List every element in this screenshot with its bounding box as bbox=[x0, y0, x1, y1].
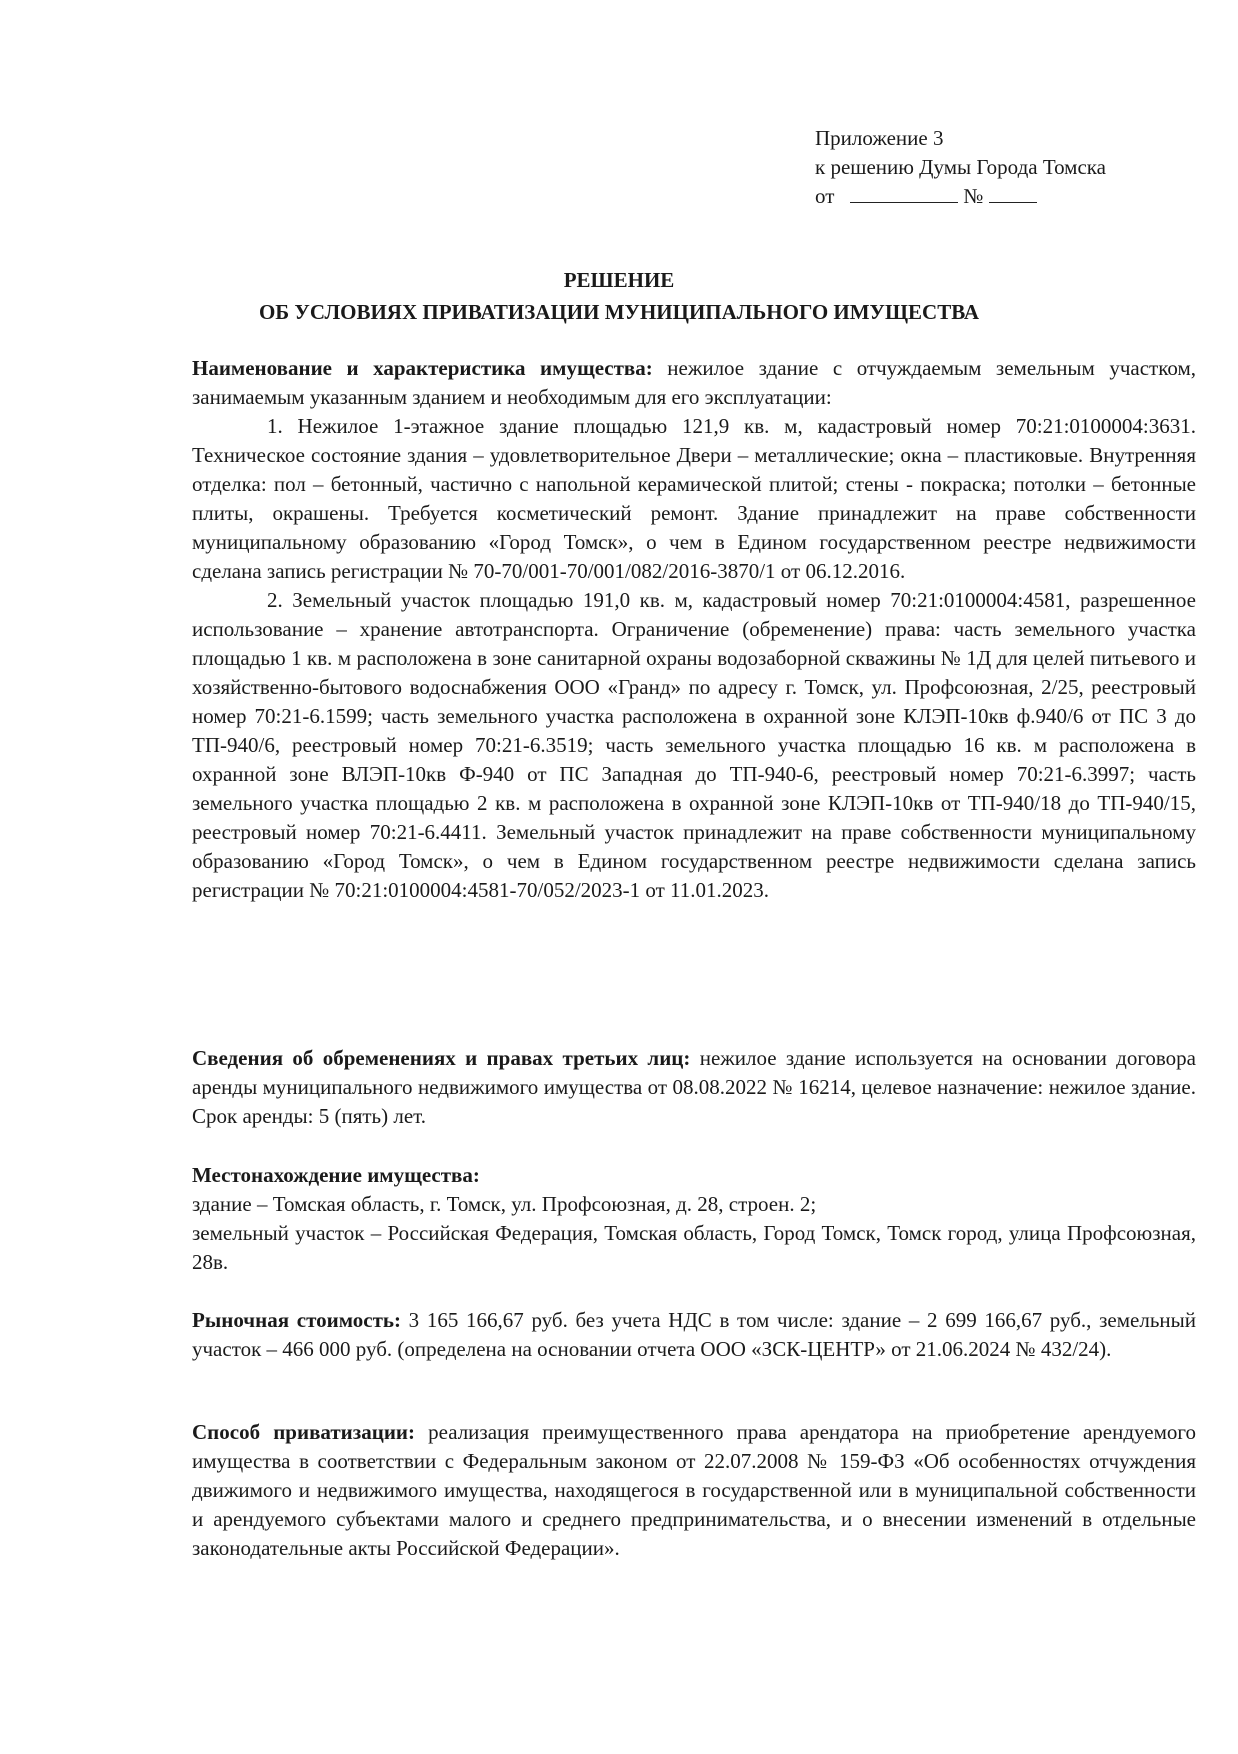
property-item-building: 1. Нежилое 1-этажное здание площадью 121,9 кв. м, кадастровый номер 70:21:0100004:3631. Техническое состояние здания – удовлетворительное Двери – металлические; окна – пластиковые. Внутренняя отделка: пол – бетонный, частично с напольной керамической плитой; стены - покраска; потолки – бетонные плиты, окрашены. Требуется косметический ремонт. Здание принадлежит на праве собственности муниципальному образованию «Город Томск», о чем в Едином государственном реестре недвижимости сделана запись регистрации № 70-70/001-70/001/082/2016-3870/1 от 06.12.2016. bbox=[192, 414, 1196, 583]
property-intro: нежилое здание с отчуждаемым земельным участком, занимаемым указанным зданием и необходимым для его эксплуатации: bbox=[192, 356, 1196, 409]
method-label: Способ приватизации: bbox=[192, 1420, 416, 1444]
market-value-text: 3 165 166,67 руб. без учета НДС в том числе: здание – 2 699 166,67 руб., земельный участок – 466 000 руб. (определена на основании отчета ООО «ЗСК-ЦЕНТР» от 21.06.2024 № 432/24). bbox=[192, 1308, 1196, 1361]
appendix-reference: к решению Думы Города Томска bbox=[815, 155, 1106, 179]
number-prefix: № bbox=[963, 184, 984, 208]
encumbrances-section bbox=[192, 1044, 1196, 1131]
date-prefix: от bbox=[815, 184, 835, 208]
encumbrances-label: Сведения об обременениях и правах третьих лиц: bbox=[192, 1046, 691, 1070]
date-blank bbox=[850, 184, 958, 203]
title-line-2: ОБ УСЛОВИЯХ ПРИВАТИЗАЦИИ МУНИЦИПАЛЬНОГО ИМУЩЕСТВА bbox=[258, 300, 980, 324]
market-value-section bbox=[192, 1306, 1196, 1364]
appendix-header bbox=[815, 124, 1106, 211]
location-label: Местонахождение имущества: bbox=[192, 1163, 480, 1187]
appendix-number: Приложение 3 bbox=[815, 126, 944, 150]
appendix-date-line bbox=[815, 182, 1106, 211]
property-section bbox=[192, 354, 1196, 905]
method-text: реализация преимущественного права арендатора на приобретение арендуемого имущества в соответствии с Федеральным законом от 22.07.2008 № 159-ФЗ «Об особенностях отчуждения движимого и недвижимого имущества, находящегося в государственной или в муниципальной собственности и арендуемого субъектами малого и среднего предпринимательства, и о внесении изменений в отдельные законодательные акты Российской Федерации». bbox=[192, 1420, 1196, 1560]
property-item-land: 2. Земельный участок площадью 191,0 кв. м, кадастровый номер 70:21:0100004:4581, разрешенное использование – хранение автотранспорта. Ограничение (обременение) права: часть земельного участка площадью 1 кв. м расположена в зоне санитарной охраны водозаборной скважины № 1Д для целей питьевого и хозяйственно-бытового водоснабжения ООО «Гранд» по адресу г. Томск, ул. Профсоюзная, 2/25, реестровый номер 70:21-6.1599; часть земельного участка расположена в охранной зоне КЛЭП-10кв ф.940/6 от ПС 3 до ТП-940/6, реестровый номер 70:21-6.3519; часть земельного участка площадью 16 кв. м расположена в охранной зоне ВЛЭП-10кв Ф-940 от ПС Западная до ТП-940-6, реестровый номер 70:21-6.3997; часть земельного участка площадью 2 кв. м расположена в охранной зоне КЛЭП-10кв от ТП-940/18 до ТП-940/15, реестровый номер 70:21-6.4411. Земельный участок принадлежит на праве собственности муниципальному образованию «Город Томск», о чем в Едином государственном реестре недвижимости сделана запись регистрации № 70:21:0100004:4581-70/052/2023-1 от 11.01.2023. bbox=[192, 588, 1196, 902]
property-label: Наименование и характеристика имущества: bbox=[192, 356, 653, 380]
location-building: здание – Томская область, г. Томск, ул. Профсоюзная, д. 28, строен. 2; bbox=[192, 1192, 817, 1216]
title-line-1: РЕШЕНИЕ bbox=[563, 268, 675, 292]
location-section bbox=[192, 1161, 1196, 1277]
privatization-method-section bbox=[192, 1418, 1196, 1563]
location-land: земельный участок – Российская Федерация, Томская область, Город Томск, Томск город, улица Профсоюзная, 28в. bbox=[192, 1221, 1196, 1274]
encumbrances-text: нежилое здание используется на основании договора аренды муниципального недвижимого имущества от 08.08.2022 № 16214, целевое назначение: нежилое здание. Срок аренды: 5 (пять) лет. bbox=[192, 1046, 1197, 1128]
market-value-label: Рыночная стоимость: bbox=[192, 1308, 401, 1332]
number-blank bbox=[989, 184, 1037, 203]
document-title bbox=[0, 264, 1238, 328]
